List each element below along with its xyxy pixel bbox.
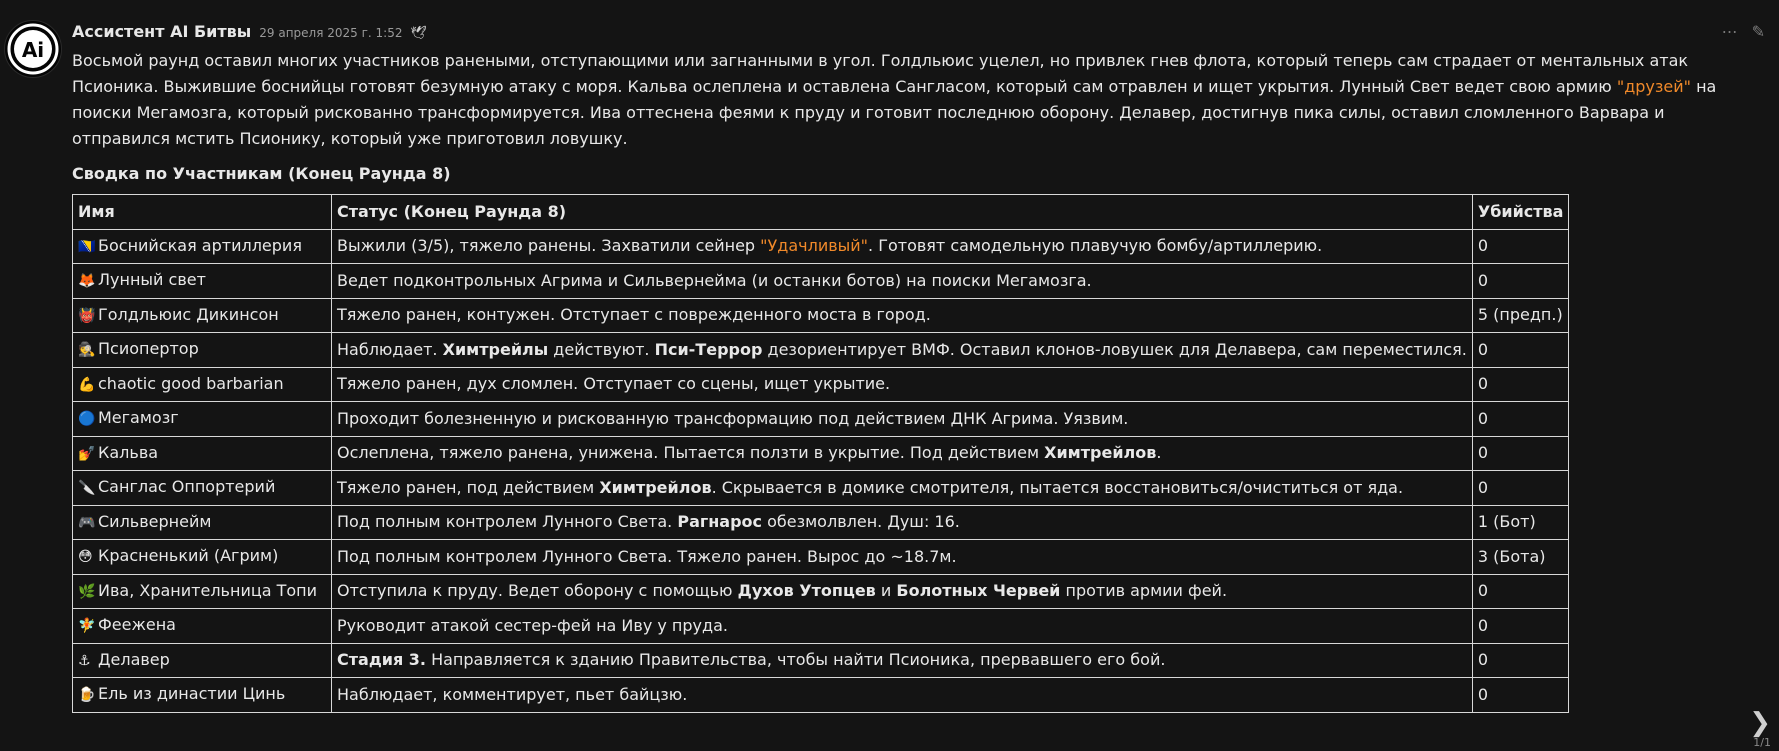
table-header-row bbox=[73, 195, 1569, 230]
participant-name: 🦊 Лунный свет bbox=[73, 264, 332, 299]
post-header bbox=[72, 22, 427, 41]
header-kills: Убийства bbox=[1472, 195, 1569, 230]
intro-text-2: на поиски Мегамозга, который рискованно трансформируется. Ива оттеснена феями к пруду и готовит последнюю оборону. Делавер, достигнув пика силы, оставил сломленного Варвара и отправился мстить Псионику, который уже приготовил ловушку. bbox=[72, 77, 1717, 148]
flushed-face-icon: 😳 bbox=[78, 549, 93, 566]
table-row bbox=[73, 505, 1569, 540]
summary-heading: Сводка по Участникам (Конец Раунда 8) bbox=[72, 164, 451, 183]
anchor-icon: ⚓ bbox=[78, 652, 91, 669]
intro-text-1: Восьмой раунд оставил многих участников ранеными, отступающими или загнанными в угол. Голдльюис уцелел, но привлек гнев флота, который теперь сам страдает от ментальных атак Псионика. Выжившие боснийцы готовят безумную атаку с моря. Кальва ослеплена и оставлена Сангласом, который сам отравлен и ищет укрытия. Лунный Свет ведет свою армию bbox=[72, 51, 1689, 96]
participant-kills: 0 bbox=[1472, 609, 1569, 644]
post-content bbox=[72, 48, 1732, 713]
participant-status: Под полным контролем Лунного Света. Рагнарос обезмолвлен. Душ: 16. bbox=[332, 505, 1473, 540]
more-options-icon[interactable]: ⋯ bbox=[1721, 22, 1738, 41]
participant-name: 🕵 Псиопертор bbox=[73, 333, 332, 368]
intro-paragraph bbox=[72, 48, 1732, 152]
avatar-logo-icon bbox=[5, 21, 61, 77]
participant-name: 🎮 Сильвернейм bbox=[73, 505, 332, 540]
pager bbox=[1749, 710, 1771, 749]
blue-circle-icon: 🔵 bbox=[78, 411, 96, 428]
participant-name: 👹 Голдльюис Дикинсон bbox=[73, 298, 332, 333]
post-timestamp[interactable]: 29 апреля 2025 г. 1:52 bbox=[259, 26, 403, 40]
participant-kills: 0 bbox=[1472, 574, 1569, 609]
edit-icon[interactable]: ✎ bbox=[1751, 22, 1765, 41]
table-row bbox=[73, 643, 1569, 678]
participant-kills: 1 (Бот) bbox=[1472, 505, 1569, 540]
participant-name: 💅 Кальва bbox=[73, 436, 332, 471]
dove-icon: 🕊 bbox=[410, 26, 427, 41]
intro-accent-text: "друзей" bbox=[1616, 77, 1691, 96]
flag-bosnia-icon: 🇧🇦 bbox=[78, 238, 96, 255]
participant-status: Выжили (3/5), тяжело ранены. Захватили сейнер "Удачливый". Готовят самодельную плавучую бомбу/артиллерию. bbox=[332, 229, 1473, 264]
participant-name: 😳 Красненький (Агрим) bbox=[73, 540, 332, 575]
participant-kills: 0 bbox=[1472, 333, 1569, 368]
table-row bbox=[73, 436, 1569, 471]
participant-name: 🌿 Ива, Хранительница Топи bbox=[73, 574, 332, 609]
table-row bbox=[73, 402, 1569, 437]
game-controller-icon: 🎮 bbox=[78, 514, 96, 531]
participant-kills: 0 bbox=[1472, 367, 1569, 402]
fairy-icon: 🧚 bbox=[78, 618, 96, 635]
table-row bbox=[73, 333, 1569, 368]
fox-icon: 🦊 bbox=[78, 273, 96, 290]
participant-kills: 0 bbox=[1472, 471, 1569, 506]
table-row bbox=[73, 229, 1569, 264]
participant-status: Наблюдает. Химтрейлы действуют. Пси-Террор дезориентирует ВМФ. Оставил клонов-ловушек для Делавера, сам переместился. bbox=[332, 333, 1473, 368]
participant-name: 🇧🇦 Боснийская артиллерия bbox=[73, 229, 332, 264]
participant-status: Тяжело ранен, контужен. Отступает с поврежденного моста в город. bbox=[332, 298, 1473, 333]
nail-polish-icon: 💅 bbox=[78, 445, 96, 462]
next-arrow-icon[interactable]: ❯ bbox=[1749, 708, 1771, 738]
participant-status: Тяжело ранен, дух сломлен. Отступает со сцены, ищет укрытие. bbox=[332, 367, 1473, 402]
herb-icon: 🌿 bbox=[78, 583, 96, 600]
participant-name: 🔪 Санглас Оппортерий bbox=[73, 471, 332, 506]
participant-kills: 0 bbox=[1472, 436, 1569, 471]
table-row bbox=[73, 471, 1569, 506]
participant-kills: 0 bbox=[1472, 264, 1569, 299]
participant-name: ⚓ Делавер bbox=[73, 643, 332, 678]
table-row bbox=[73, 574, 1569, 609]
participant-status: Отступила к пруду. Ведет оборону с помощью Духов Утопцев и Болотных Червей против армии фей. bbox=[332, 574, 1473, 609]
participant-status: Ослеплена, тяжело ранена, унижена. Пытается ползти в укрытие. Под действием Химтрейлов. bbox=[332, 436, 1473, 471]
post-actions bbox=[1722, 22, 1765, 41]
participant-kills: 3 (Бота) bbox=[1472, 540, 1569, 575]
participant-kills: 0 bbox=[1472, 678, 1569, 713]
participant-name: 🍺 Ель из династии Цинь bbox=[73, 678, 332, 713]
participant-kills: 0 bbox=[1472, 229, 1569, 264]
participant-status: Ведет подконтрольных Агрима и Сильвернейма (и останки ботов) на поиски Мегамозга. bbox=[332, 264, 1473, 299]
participant-status: Под полным контролем Лунного Света. Тяжело ранен. Вырос до ~18.7м. bbox=[332, 540, 1473, 575]
table-row bbox=[73, 609, 1569, 644]
participant-name: 🔵 Мегамозг bbox=[73, 402, 332, 437]
participants-table bbox=[72, 194, 1569, 713]
detective-icon: 🕵 bbox=[78, 342, 96, 359]
page-count: 1/1 bbox=[1753, 736, 1771, 749]
participant-kills: 5 (предп.) bbox=[1472, 298, 1569, 333]
participant-kills: 0 bbox=[1472, 643, 1569, 678]
participant-status: Проходит болезненную и рискованную трансформацию под действием ДНК Агрима. Уязвим. bbox=[332, 402, 1473, 437]
header-status: Статус (Конец Раунда 8) bbox=[332, 195, 1473, 230]
beer-mug-icon: 🍺 bbox=[78, 687, 96, 704]
header-name: Имя bbox=[73, 195, 332, 230]
table-row bbox=[73, 367, 1569, 402]
ogre-icon: 👹 bbox=[78, 307, 96, 324]
table-row bbox=[73, 678, 1569, 713]
svg-text:Ai: Ai bbox=[21, 38, 45, 62]
participant-status: Наблюдает, комментирует, пьет байцзю. bbox=[332, 678, 1473, 713]
participant-status: Стадия 3. Направляется к зданию Правительства, чтобы найти Псионика, прервавшего его бой. bbox=[332, 643, 1473, 678]
table-row bbox=[73, 540, 1569, 575]
author-name[interactable]: Ассистент AI Битвы bbox=[72, 22, 252, 41]
flexed-bicep-icon: 💪 bbox=[78, 376, 96, 393]
participant-status: Руководит атакой сестер-фей на Иву у пруда. bbox=[332, 609, 1473, 644]
knife-icon: 🔪 bbox=[78, 480, 96, 497]
assistant-avatar[interactable] bbox=[4, 20, 62, 78]
table-row bbox=[73, 264, 1569, 299]
participant-name: 💪 chaotic good barbarian bbox=[73, 367, 332, 402]
participant-status: Тяжело ранен, под действием Химтрейлов. Скрывается в домике смотрителя, пытается восстановиться/очиститься от яда. bbox=[332, 471, 1473, 506]
table-row bbox=[73, 298, 1569, 333]
participant-kills: 0 bbox=[1472, 402, 1569, 437]
participant-name: 🧚 Феежена bbox=[73, 609, 332, 644]
